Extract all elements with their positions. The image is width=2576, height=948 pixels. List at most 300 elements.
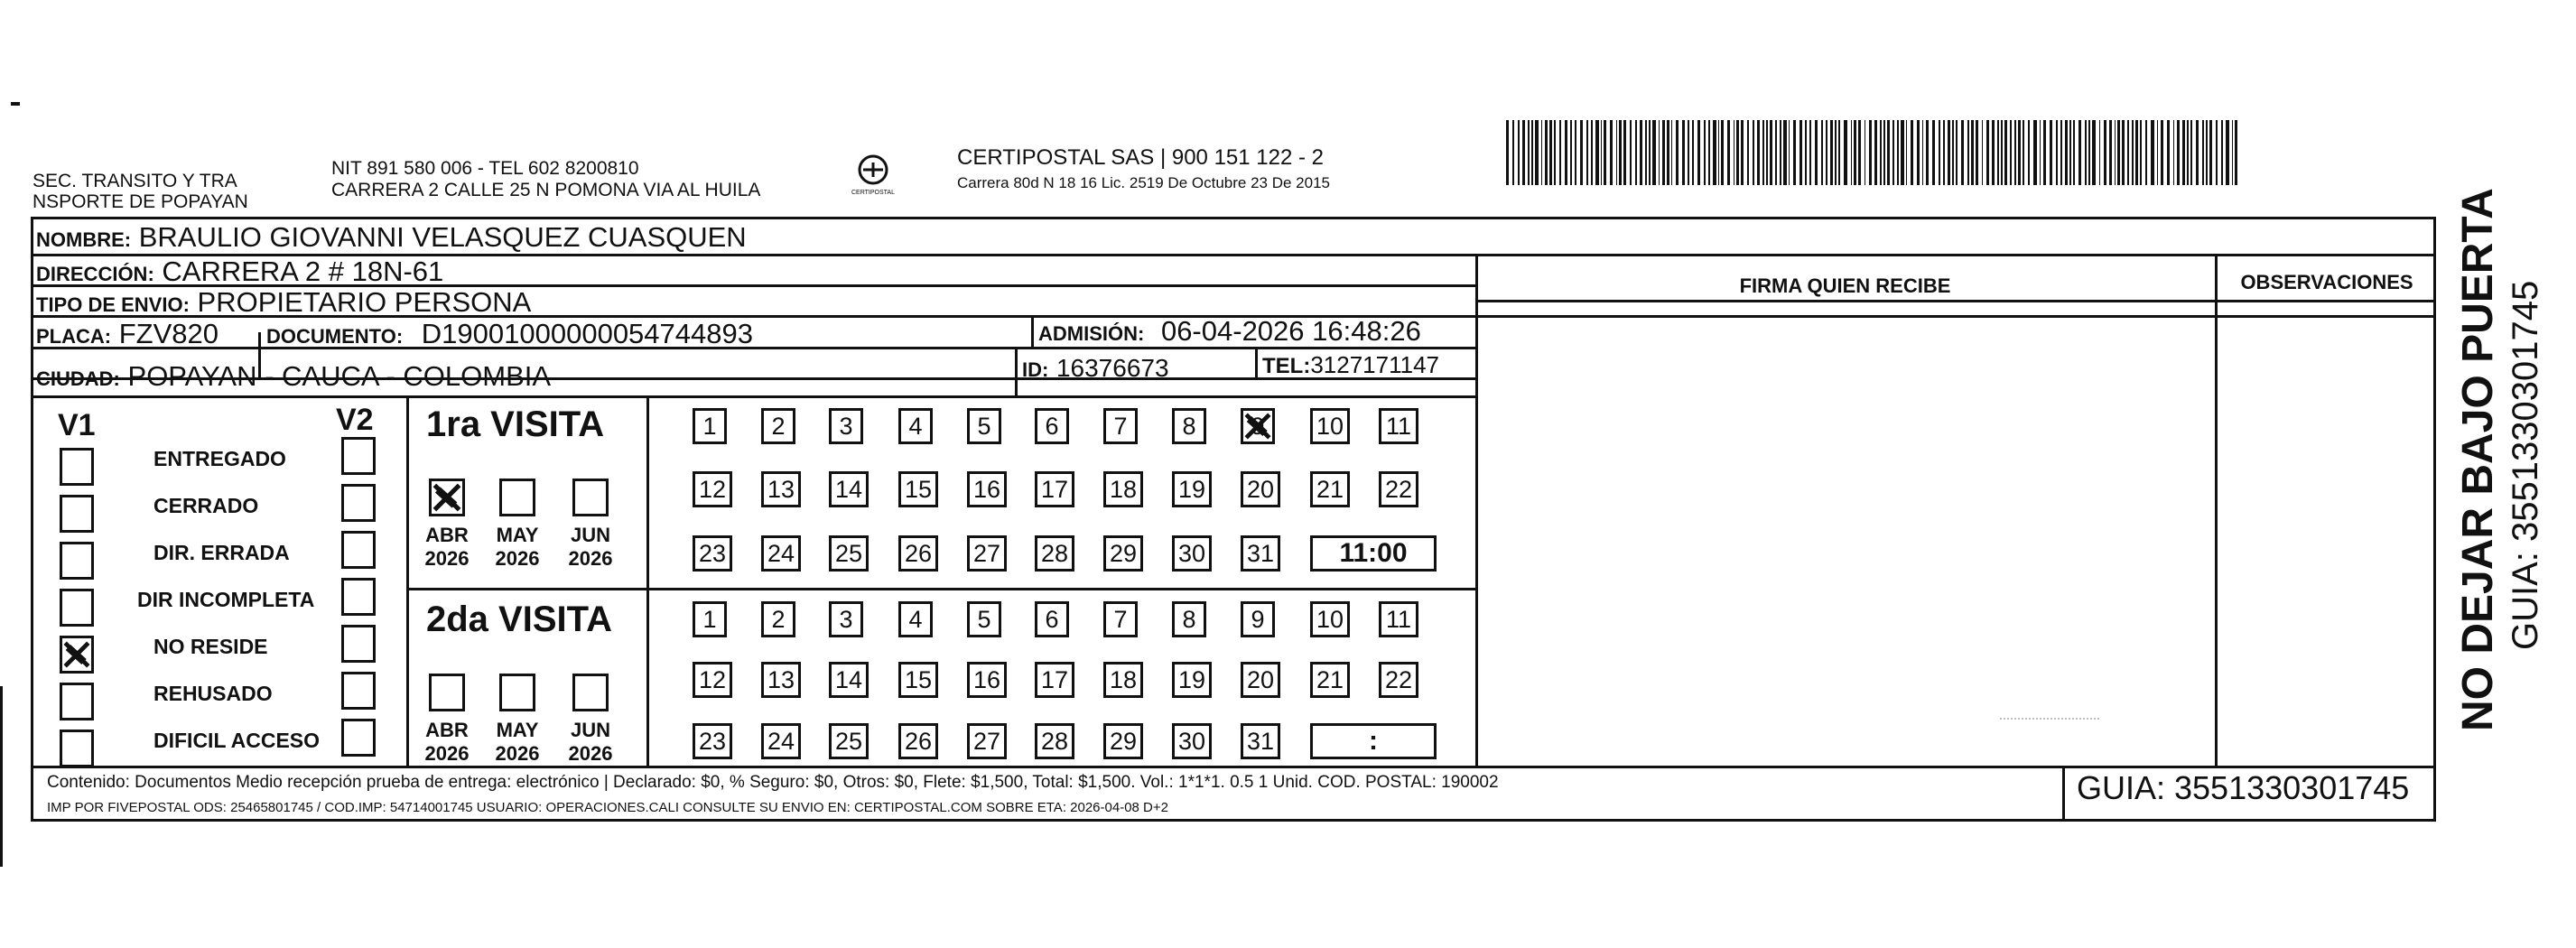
barcode-bar: [1635, 120, 1637, 185]
rule-months-right: [646, 395, 649, 766]
barcode-bar: [2065, 120, 2068, 185]
barcode-bar: [1892, 120, 1894, 185]
month-year: 2026: [495, 742, 540, 765]
barcode-bar: [2014, 120, 2016, 185]
ciudad-value: POPAYAN - CAUCA - COLOMBIA: [127, 360, 552, 392]
second-visit-day-box[interactable]: 27: [967, 723, 1007, 759]
first-visit-month-checkbox[interactable]: [572, 479, 609, 516]
barcode-bar: [1956, 120, 1958, 185]
barcode-bar: [1623, 120, 1626, 185]
barcode-bar: [2206, 120, 2208, 185]
rule-footer: [31, 766, 2436, 768]
second-visit-day-box[interactable]: 29: [1103, 723, 1143, 759]
barcode-bar: [1659, 120, 1660, 185]
barcode-bar: [1682, 120, 1685, 185]
barcode-bar: [1854, 120, 1855, 185]
barcode-bar: [2092, 120, 2095, 185]
second-visit-day-box[interactable]: 5: [967, 601, 1001, 637]
barcode-bar: [2140, 120, 2142, 185]
barcode-bar: [2078, 120, 2081, 185]
first-visit-day-box[interactable]: 20: [1241, 471, 1280, 507]
id-row: [1022, 352, 1169, 386]
barcode-bar: [2187, 120, 2189, 185]
barcode-bar: [1887, 120, 1890, 185]
barcode-bar: [1610, 120, 1613, 185]
second-visit-day-box[interactable]: 12: [693, 662, 732, 698]
barcode-bar: [1939, 120, 1940, 185]
barcode-bar: [2173, 120, 2175, 185]
barcode-bar: [2023, 120, 2024, 185]
month-label: [420, 524, 474, 571]
second-visit-day-box[interactable]: 31: [1241, 723, 1280, 759]
barcode-bar: [2060, 120, 2062, 185]
second-visit-day-box[interactable]: 17: [1035, 662, 1074, 698]
barcode-bar: [1662, 120, 1664, 185]
id-label: ID:: [1022, 358, 1049, 381]
status-option-label: ENTREGADO: [153, 447, 286, 470]
barcode-bar: [1906, 120, 1908, 185]
barcode-bar: [1741, 120, 1744, 185]
first-visit-day-box[interactable]: 11: [1379, 408, 1418, 444]
v1-checkbox[interactable]: [60, 683, 94, 720]
v2-checkbox[interactable]: [341, 437, 376, 475]
barcode-bar: [2122, 120, 2125, 185]
placa-value: FZV820: [118, 318, 219, 349]
barcode-bar: [1580, 120, 1583, 185]
barcode-bar: [1718, 120, 1720, 185]
barcode-bar: [1869, 120, 1871, 185]
rule-admision-left: [1031, 315, 1034, 347]
v2-heading: V2: [336, 403, 374, 437]
barcode-bar: [2104, 120, 2106, 185]
first-visit-day-box[interactable]: 16: [967, 471, 1007, 507]
barcode-bar: [2221, 120, 2223, 185]
barcode-bar: [1821, 120, 1823, 185]
status-option-label: NO RESIDE: [153, 635, 268, 658]
barcode-bar: [1835, 120, 1837, 185]
barcode-bar: [1971, 120, 1973, 185]
barcode-bar: [1601, 120, 1603, 185]
v1-heading: V1: [58, 408, 96, 442]
first-visit-day-box[interactable]: 19: [1172, 471, 1212, 507]
barcode-bar: [1917, 120, 1920, 185]
status-option-label: DIR INCOMPLETA: [137, 588, 315, 611]
barcode-bar: [1805, 120, 1807, 185]
first-visit-title: 1ra VISITA: [426, 404, 605, 444]
barcode-bar: [1858, 120, 1861, 185]
barcode-bar: [1789, 120, 1790, 185]
carrier-address: Carrera 80d N 18 16 Lic. 2519 De Octubre 23 De 2015: [957, 174, 1330, 191]
barcode-bar: [1901, 120, 1903, 185]
second-visit-day-box[interactable]: 19: [1172, 662, 1212, 698]
barcode-bar: [1506, 120, 1509, 185]
second-visit-day-box[interactable]: 30: [1172, 723, 1212, 759]
barcode-bar: [1874, 120, 1877, 185]
barcode-bar: [1952, 120, 1954, 185]
tel-label: TEL:: [1262, 354, 1311, 378]
first-visit-day-box[interactable]: 14: [829, 471, 869, 507]
barcode-bar: [1967, 120, 1969, 185]
status-option-label: CERRADO: [153, 494, 259, 517]
status-option-label: DIFICIL ACCESO: [153, 729, 321, 752]
first-visit-day-box[interactable]: 22: [1379, 471, 1418, 507]
barcode-bar: [1630, 120, 1632, 185]
second-visit-day-box[interactable]: 2: [761, 601, 795, 637]
barcode-bar: [1708, 120, 1710, 185]
first-visit-day-box[interactable]: 5: [967, 408, 1001, 444]
tipo-row: [36, 287, 531, 321]
barcode-bar: [1541, 120, 1543, 185]
placa-label: PLACA:: [36, 325, 112, 348]
barcode-bar: [1982, 120, 1984, 185]
barcode-bar: [1851, 120, 1853, 185]
rule-tel-left: [1255, 347, 1258, 377]
rule-status-right: [406, 395, 409, 766]
barcode-bar: [1997, 120, 1999, 185]
barcode: [1506, 120, 2239, 185]
month-year: 2026: [424, 547, 470, 570]
barcode-bar: [1926, 120, 1928, 185]
barcode-bar: [2050, 120, 2052, 185]
second-visit-month-checkbox[interactable]: [429, 674, 465, 711]
barcode-bar: [1880, 120, 1882, 185]
status-option-label: REHUSADO: [153, 682, 273, 705]
first-visit-day-box[interactable]: 2: [761, 408, 795, 444]
month-label: [490, 524, 544, 571]
month-name: ABR: [425, 524, 469, 546]
second-visit-month-checkbox[interactable]: [572, 674, 609, 711]
barcode-bar: [2117, 120, 2119, 185]
first-visit-day-box[interactable]: 26: [898, 535, 938, 572]
barcode-bar: [2209, 120, 2212, 185]
barcode-bar: [1645, 120, 1647, 185]
barcode-bar: [2202, 120, 2204, 185]
rule-ciudad-bottom: [31, 395, 1475, 398]
documento-row: [266, 319, 753, 352]
barcode-bar: [1671, 120, 1673, 185]
barcode-bar: [2226, 120, 2228, 185]
v2-checkbox[interactable]: [341, 578, 376, 616]
barcode-bar: [2167, 120, 2170, 185]
barcode-bar: [1531, 120, 1533, 185]
barcode-bar: [1736, 120, 1738, 185]
barcode-bar: [1640, 120, 1642, 185]
first-visit-month-checkbox[interactable]: [499, 479, 535, 516]
contenido-line: Contenido: Documentos Medio recepción prueba de entrega: electrónico | Declarado: $0, % Seguro: $0, Otros: $0, Flete: $1,500, Total: $1,500. Vol.: 1*1*1. 0.5 1 Unid. COD. POSTAL: 190002: [47, 773, 1499, 792]
v1-checkbox[interactable]: [60, 589, 94, 627]
barcode-bar: [1911, 120, 1912, 185]
second-visit-time-box[interactable]: :: [1310, 723, 1437, 759]
barcode-bar: [1922, 120, 1924, 185]
first-visit-day-box[interactable]: 13: [761, 471, 801, 507]
barcode-bar: [1591, 120, 1593, 185]
tipo-value: PROPIETARIO PERSONA: [197, 286, 532, 318]
rule-guia-left: [2062, 766, 2065, 822]
admision-value: 06-04-2026 16:48:26: [1160, 315, 1421, 347]
barcode-bar: [1554, 120, 1556, 185]
second-visit-day-box[interactable]: 23: [693, 723, 732, 759]
barcode-bar: [1799, 120, 1802, 185]
barcode-bar: [1586, 120, 1588, 185]
barcode-bar: [1692, 120, 1694, 185]
barcode-bar: [1948, 120, 1950, 185]
barcode-bar: [2004, 120, 2007, 185]
barcode-bar: [1595, 120, 1598, 185]
barcode-bar: [1780, 120, 1781, 185]
v2-checkbox[interactable]: [341, 719, 376, 757]
first-visit-month-checkbox[interactable]: [429, 479, 465, 516]
barcode-bar: [1762, 120, 1764, 185]
barcode-bar: [1747, 120, 1749, 185]
second-visit-month-checkbox[interactable]: [499, 674, 535, 711]
barcode-bar: [1604, 120, 1605, 185]
barcode-bar: [1619, 120, 1621, 185]
first-visit-day-box[interactable]: 8: [1172, 408, 1206, 444]
second-visit-day-box[interactable]: 11: [1379, 601, 1418, 637]
admision-label: ADMISIÓN:: [1038, 322, 1145, 345]
direccion-value: CARRERA 2 # 18N-61: [162, 256, 444, 287]
placa-row: [36, 319, 219, 352]
second-visit-day-box[interactable]: 26: [898, 723, 938, 759]
second-visit-day-box[interactable]: 18: [1103, 662, 1143, 698]
barcode-bar: [1976, 120, 1978, 185]
first-visit-day-box[interactable]: 18: [1103, 471, 1143, 507]
first-visit-day-box[interactable]: 29: [1103, 535, 1143, 572]
nombre-row: [36, 222, 747, 256]
barcode-bar: [2190, 120, 2192, 185]
barcode-bar: [2073, 120, 2075, 185]
first-visit-day-box[interactable]: 28: [1035, 535, 1074, 572]
second-visit-day-box[interactable]: 13: [761, 662, 801, 698]
first-visit-day-box[interactable]: 7: [1103, 408, 1138, 444]
sender-name-line2: NSPORTE DE POPAYAN: [33, 191, 248, 212]
first-visit-day-box[interactable]: 30: [1172, 535, 1212, 572]
second-visit-day-box[interactable]: 22: [1379, 662, 1418, 698]
second-visit-day-box[interactable]: 24: [761, 723, 801, 759]
barcode-bar: [2069, 120, 2071, 185]
certipostal-logo-icon: [842, 152, 905, 204]
documento-value: D19001000000054744893: [421, 318, 753, 349]
v1-checkbox[interactable]: [60, 636, 94, 674]
barcode-bar: [1766, 120, 1768, 185]
tel-row: [1262, 351, 1439, 379]
barcode-bar: [1770, 120, 1772, 185]
barcode-bar: [1688, 120, 1689, 185]
rule-obs-left: [2215, 254, 2218, 766]
first-visit-day-box[interactable]: 15: [898, 471, 938, 507]
month-label: [420, 719, 474, 766]
tel-value: 3127171147: [1310, 351, 1439, 378]
barcode-bar: [1838, 120, 1840, 185]
barcode-bar: [1775, 120, 1777, 185]
barcode-bar: [1943, 120, 1945, 185]
barcode-bar: [2182, 120, 2185, 185]
barcode-bar: [2018, 120, 2021, 185]
second-visit-title: 2da VISITA: [426, 599, 612, 639]
status-option-label: DIR. ERRADA: [153, 541, 290, 564]
barcode-bar: [1783, 120, 1786, 185]
barcode-bar: [1961, 120, 1964, 185]
month-year: 2026: [568, 742, 613, 765]
direccion-label: DIRECCIÓN:: [36, 263, 154, 285]
direccion-row: [36, 256, 443, 290]
first-visit-day-box[interactable]: 12: [693, 471, 732, 507]
barcode-bar: [1549, 120, 1552, 185]
barcode-bar: [1652, 120, 1655, 185]
barcode-bar: [2151, 120, 2153, 185]
first-visit-day-box[interactable]: 21: [1310, 471, 1350, 507]
first-visit-day-box[interactable]: 23: [693, 535, 732, 572]
second-visit-day-box[interactable]: 14: [829, 662, 869, 698]
first-visit-day-box[interactable]: 10: [1310, 408, 1350, 444]
first-visit-day-box[interactable]: 17: [1035, 471, 1074, 507]
barcode-bar: [1815, 120, 1818, 185]
barcode-bar: [2040, 120, 2041, 185]
month-name: JUN: [570, 719, 610, 741]
barcode-bar: [2127, 120, 2129, 185]
side-guia: GUIA: 3551330301745: [2506, 280, 2545, 650]
second-visit-day-box[interactable]: 20: [1241, 662, 1280, 698]
second-visit-day-box[interactable]: 4: [898, 601, 933, 637]
first-visit-day-box[interactable]: 4: [898, 408, 933, 444]
first-visit-time-box[interactable]: 11:00: [1310, 535, 1437, 572]
second-visit-day-box[interactable]: 16: [967, 662, 1007, 698]
barcode-bar: [2028, 120, 2030, 185]
barcode-bar: [2010, 120, 2012, 185]
barcode-bar: [1535, 120, 1538, 185]
second-visit-day-box[interactable]: 8: [1172, 601, 1206, 637]
rule-firma-header: [1475, 300, 2436, 302]
month-name: ABR: [425, 719, 469, 741]
month-name: JUN: [570, 524, 610, 546]
month-label: [563, 524, 618, 571]
observaciones-header: OBSERVACIONES: [2240, 271, 2413, 293]
barcode-bar: [2232, 120, 2234, 185]
second-visit-day-box[interactable]: 6: [1035, 601, 1069, 637]
barcode-bar: [1528, 120, 1530, 185]
barcode-bar: [1844, 120, 1846, 185]
month-year: 2026: [424, 742, 470, 765]
stray-mark: [11, 102, 20, 106]
first-visit-day-box[interactable]: 24: [761, 535, 801, 572]
rule-firma-left: [1475, 254, 1478, 766]
barcode-bar: [1616, 120, 1618, 185]
month-name: MAY: [496, 524, 539, 546]
first-visit-day-box[interactable]: 1: [693, 408, 727, 444]
second-visit-day-box[interactable]: 10: [1310, 601, 1350, 637]
carrier-name: CERTIPOSTAL SAS | 900 151 122 - 2: [957, 145, 1324, 170]
month-label: [563, 719, 618, 766]
barcode-bar: [1570, 120, 1572, 185]
nombre-value: BRAULIO GIOVANNI VELASQUEZ CUASQUEN: [138, 221, 747, 253]
v1-checkbox[interactable]: [60, 542, 94, 580]
barcode-bar: [2196, 120, 2199, 185]
imp-line: IMP POR FIVEPOSTAL ODS: 25465801745 / COD.IMP: 54714001745 USUARIO: OPERACIONES.CALI CONSULTE SU ENVIO EN: CERTIPOSTAL.COM SOBRE ETA: 2026-04-08 D+2: [47, 800, 1168, 815]
barcode-bar: [1932, 120, 1935, 185]
barcode-bar: [1649, 120, 1651, 185]
first-visit-day-box[interactable]: 6: [1035, 408, 1069, 444]
second-visit-day-box[interactable]: 9: [1241, 601, 1275, 637]
barcode-bar: [2056, 120, 2058, 185]
barcode-bar: [2085, 120, 2087, 185]
footer-guia: GUIA: 3551330301745: [2077, 769, 2410, 806]
x-mark-icon: [62, 638, 91, 671]
barcode-bar: [2157, 120, 2159, 185]
barcode-bar: [1575, 120, 1576, 185]
certipostal-logo: [842, 152, 905, 204]
barcode-bar: [1757, 120, 1760, 185]
barcode-bar: [2043, 120, 2045, 185]
barcode-bar: [2145, 120, 2147, 185]
month-year: 2026: [568, 547, 613, 570]
barcode-bar: [1545, 120, 1547, 185]
v1-checkbox[interactable]: [60, 448, 94, 486]
first-visit-day-box[interactable]: 25: [829, 535, 869, 572]
day-number: 9: [1251, 413, 1265, 440]
barcode-bar: [1565, 120, 1567, 185]
rule-id-left: [1015, 347, 1018, 395]
barcode-bar: [2109, 120, 2112, 185]
barcode-bar: [1697, 120, 1700, 185]
barcode-bar: [1522, 120, 1525, 185]
side-notice: NO DEJAR BAJO PUERTA: [2454, 188, 2502, 731]
second-visit-day-box[interactable]: 25: [829, 723, 869, 759]
rule-visits-mid: [406, 588, 1475, 590]
v1-checkbox[interactable]: [60, 495, 94, 533]
rule-top-full: [31, 217, 2436, 219]
signature-scan-noise: [2000, 718, 2099, 721]
v2-checkbox[interactable]: [341, 625, 376, 663]
barcode-bar: [1883, 120, 1885, 185]
barcode-bar: [2033, 120, 2036, 185]
second-visit-day-box[interactable]: 15: [898, 662, 938, 698]
second-visit-day-box[interactable]: 28: [1035, 723, 1074, 759]
first-visit-day-box[interactable]: 3: [829, 408, 863, 444]
barcode-bar: [2115, 120, 2116, 185]
barcode-bar: [1559, 120, 1561, 185]
barcode-bar: [1809, 120, 1811, 185]
barcode-bar: [2088, 120, 2090, 185]
barcode-bar: [2235, 120, 2237, 185]
barcode-bar: [1992, 120, 1995, 185]
v2-checkbox[interactable]: [341, 484, 376, 522]
sender-nit: NIT 891 580 006 - TEL 602 8200810: [331, 158, 639, 179]
month-label: [490, 719, 544, 766]
id-value: 16376673: [1056, 354, 1169, 382]
first-visit-day-box[interactable]: 27: [967, 535, 1007, 572]
first-visit-day-box[interactable]: 31: [1241, 535, 1280, 572]
barcode-bar: [2099, 120, 2101, 185]
month-year: 2026: [495, 547, 540, 570]
documento-label: DOCUMENTO:: [266, 325, 404, 348]
second-visit-day-box[interactable]: 21: [1310, 662, 1350, 698]
barcode-bar: [1512, 120, 1514, 185]
barcode-bar: [1676, 120, 1678, 185]
barcode-bar: [1897, 120, 1899, 185]
barcode-bar: [1518, 120, 1520, 185]
second-visit-day-box[interactable]: 3: [829, 601, 863, 637]
left-edge-line: [0, 686, 3, 867]
second-visit-day-box[interactable]: 7: [1103, 601, 1138, 637]
v1-checkbox[interactable]: [60, 730, 94, 767]
first-visit-day-box[interactable]: [1241, 408, 1275, 444]
v2-checkbox[interactable]: [341, 672, 376, 710]
barcode-bar: [1865, 120, 1866, 185]
admision-row: [1038, 316, 1421, 349]
second-visit-day-box[interactable]: 1: [693, 601, 727, 637]
v2-checkbox[interactable]: [341, 531, 376, 569]
sender-name-line1: SEC. TRANSITO Y TRA: [33, 171, 237, 191]
